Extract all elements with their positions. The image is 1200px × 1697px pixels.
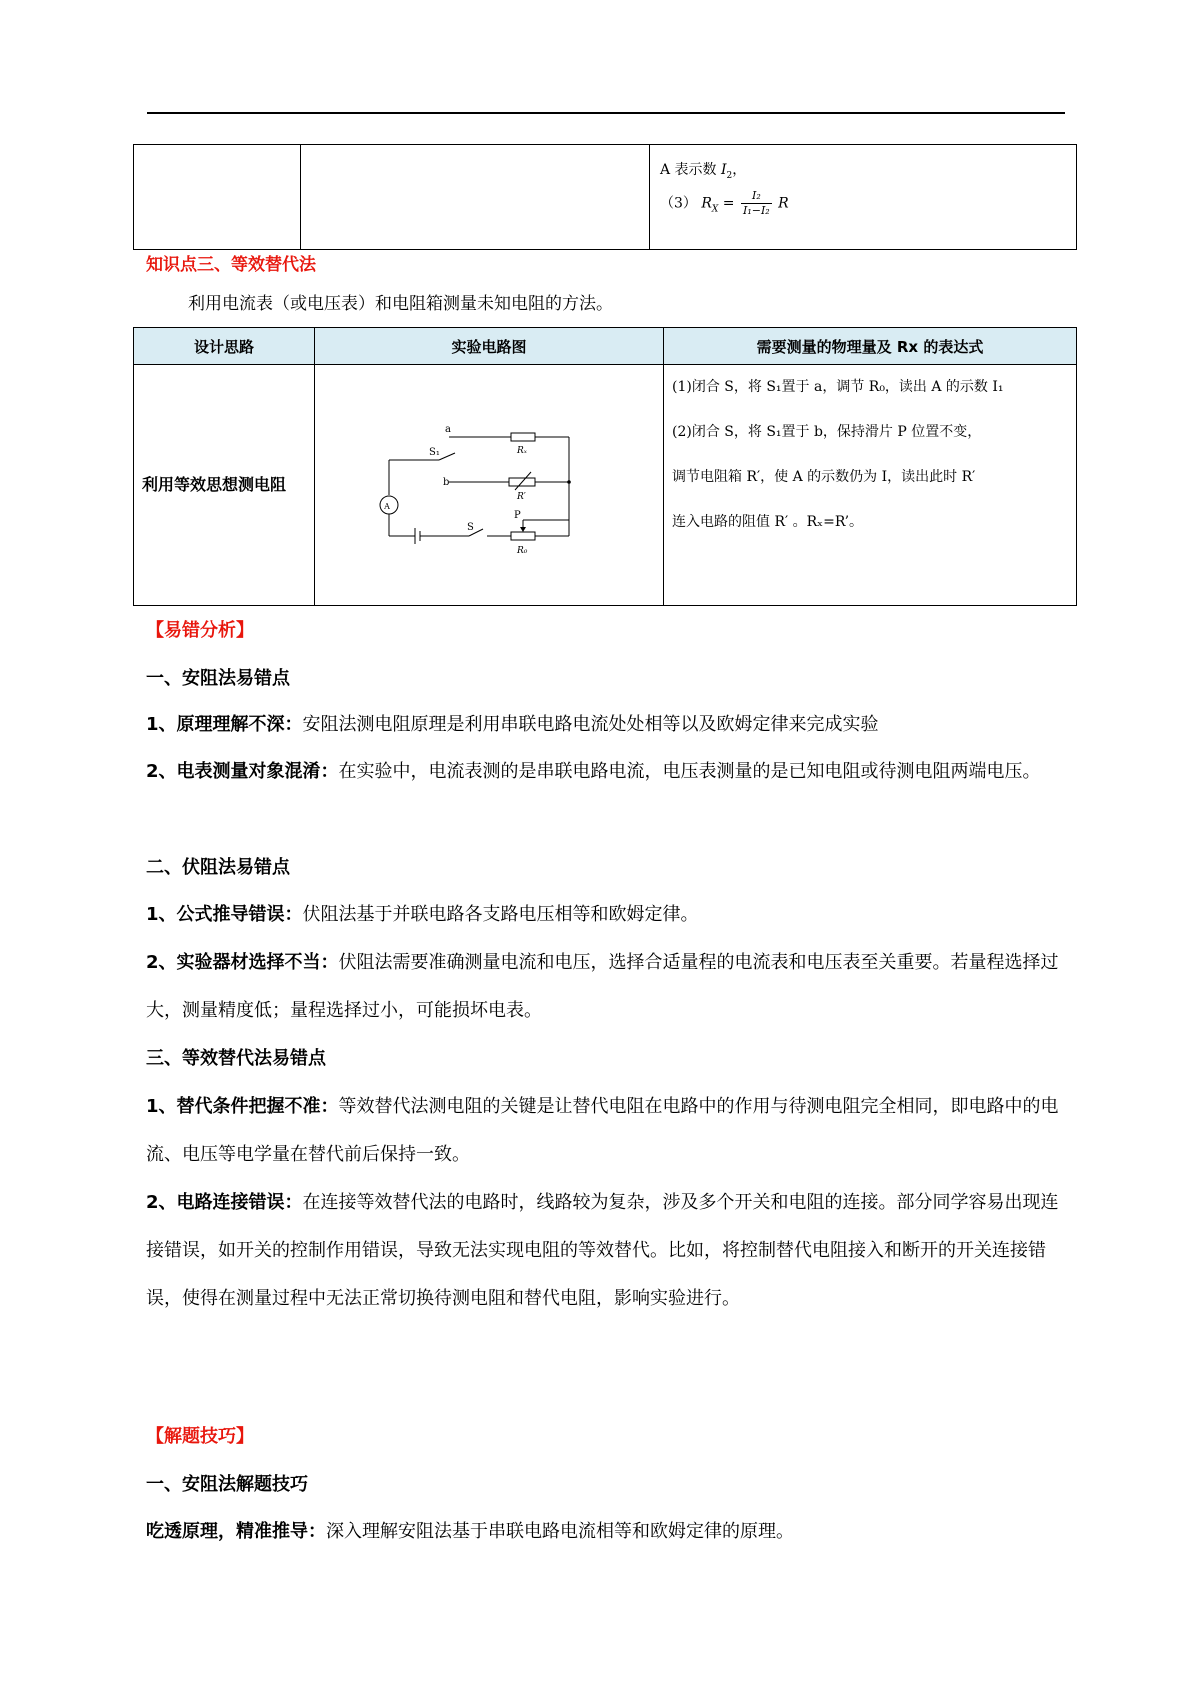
steps-cell [664,365,1077,606]
label-a: a [445,424,451,435]
formula-line-2: （3） $R_X$ = $\frac{\text{I₂}}{\text{I₁−I₂}}$ R [660,188,789,217]
header-design: 设计思路 [134,328,315,365]
resistor-rx [511,433,535,441]
circuit-diagram-cell [315,365,664,606]
step-line: 调节电阻箱 R′，使 A 的示数仍为 I，读出此时 R′ [672,469,976,485]
error-item: 2、电路连接错误：在连接等效替代法的电路时，线路较为复杂，涉及多个开关和电阻的连接。部分同学容易出现连接错误，如开关的控制作用错误，导致无法实现电阻的等效替代。比如，将控制替代电阻接入和断开的开关连接错误，使得在测量过程中无法正常切换待测电阻和替代电阻，影响实验进行。 [146,1192,1059,1309]
tip-item: 吃透原理，精准推导：深入理解安阻法基于串联电路电流相等和欧姆定律的原理。 [146,1521,794,1542]
error-item: 2、实验器材选择不当：伏阻法需要准确测量电流和电压，选择合适量程的电流表和电压表至关重要。若量程选择过大，测量精度低；量程选择过小，可能损坏电表。 [146,952,1059,1021]
header-quantities: 需要测量的物理量及 Rx 的表达式 [664,328,1077,365]
equivalent-method-table [133,327,1077,606]
error-item: 1、公式推导错误：伏阻法基于并联电路各支路电压相等和欧姆定律。 [146,904,699,925]
section-title: 知识点三、等效替代法 [146,255,316,275]
label-ammeter: A [384,502,390,511]
label-r0: R₀ [517,546,528,556]
header-rule [147,112,1065,114]
errors-sub3: 三、等效替代法易错点 [146,1048,326,1069]
formula-line-1: A 表示数 $I_2$， [660,162,747,181]
empty-cell-2 [301,145,650,250]
step-line: (2)闭合 S，将 S₁置于 b，保持滑片 P 位置不变， [672,424,982,440]
empty-cell-1 [134,145,301,250]
error-item: 2、电表测量对象混淆：在实验中，电流表测的是串联电路电流，电压表测量的是已知电阻或待测电阻两端电压。 [146,761,1041,782]
fraction: $\frac{\text{I₂}}{\text{I₁−I₂}}$ [742,188,770,217]
switch-s1 [439,453,455,460]
step-line: 连入电路的阻值 R′ 。Rₓ=R’。 [672,514,864,530]
errors-heading: 【易错分析】 [146,620,254,641]
errors-sub2: 二、伏阻法易错点 [146,857,290,878]
label-s1: S₁ [429,447,440,458]
error-item: 1、替代条件把握不准：等效替代法测电阻的关键是让替代电阻在电路中的作用与待测电阻完全相同，即电路中的电流、电压等电学量在替代前后保持一致。 [146,1096,1059,1165]
tips-heading: 【解题技巧】 [146,1426,254,1447]
error-item: 1、原理理解不深：安阻法测电阻原理是利用串联电路电流处处相等以及欧姆定律来完成实验 [146,714,879,735]
section-intro: 利用电流表（或电压表）和电阻箱测量未知电阻的方法。 [188,294,613,314]
errors-sub1: 一、安阻法易错点 [146,668,290,689]
label-p: P [514,510,521,521]
tips-sub1: 一、安阻法解题技巧 [146,1474,308,1495]
row-label: 利用等效思想测电阻 [134,365,315,606]
header-circuit: 实验电路图 [315,328,664,365]
label-b: b [443,477,450,488]
step-line: (1)闭合 S，将 S₁置于 a，调节 R₀，读出 A 的示数 I₁ [672,379,1004,395]
formula-cell [650,145,1077,250]
top-table-fragment [133,144,1077,250]
label-rx: Rₓ [517,446,527,456]
label-rprime: R′ [517,492,526,502]
label-s: S [467,522,474,533]
rheostat-r0 [511,532,535,540]
circuit-diagram [369,410,609,560]
